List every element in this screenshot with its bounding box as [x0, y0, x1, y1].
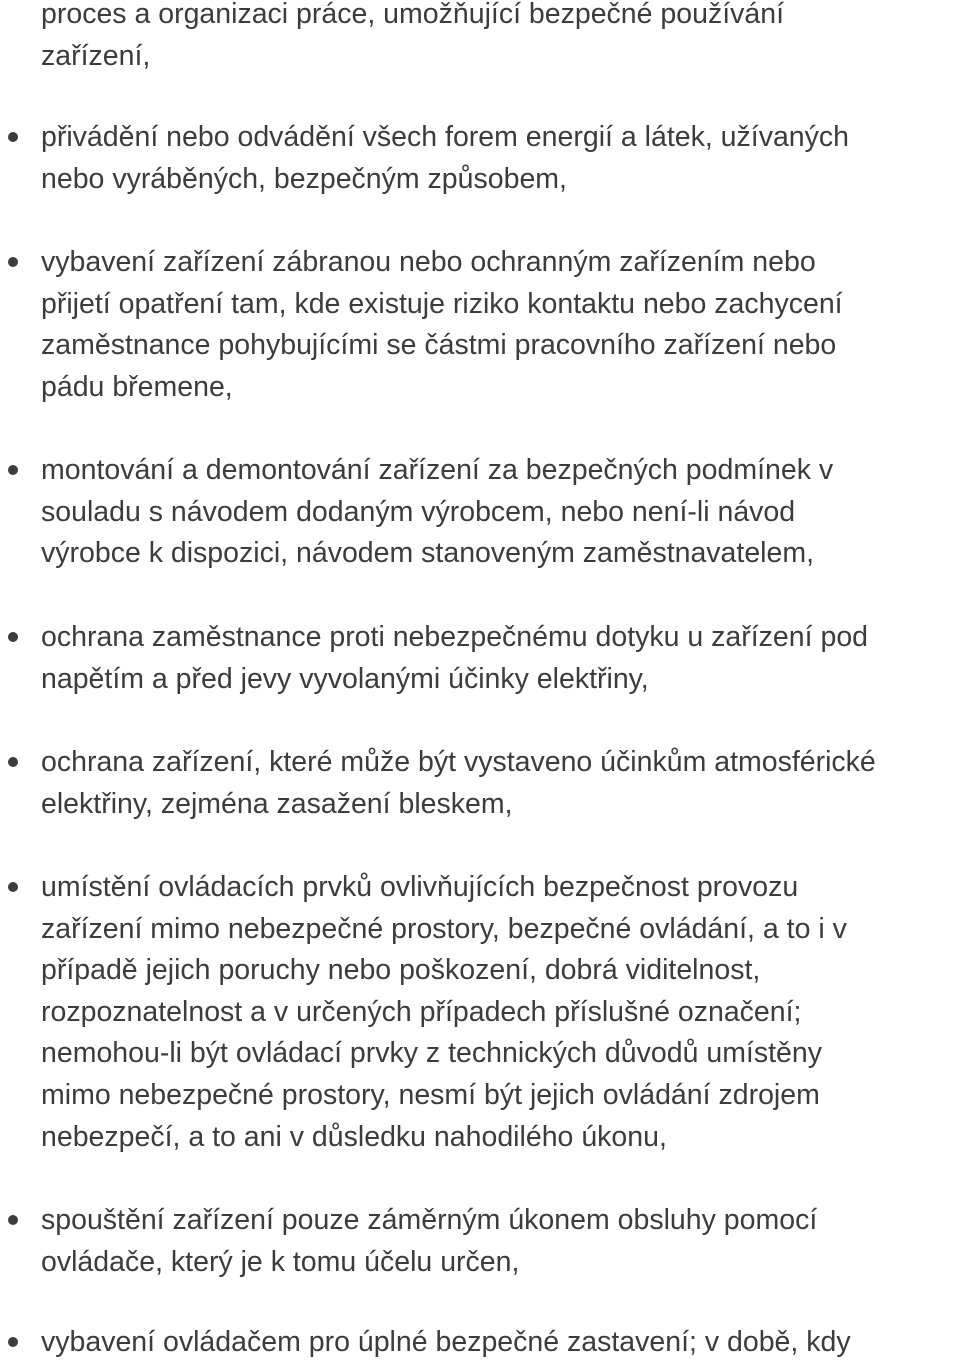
list-item: [41, 867, 960, 1158]
list-item: [41, 0, 960, 77]
text-line: proces a organizaci práce, umožňující bezpečné používání: [41, 0, 785, 30]
text-line: nebo vyráběných, bezpečným způsobem,: [41, 162, 567, 195]
bullet-icon: [8, 632, 18, 642]
bullet-icon: [8, 882, 18, 892]
text-line: přijetí opatření tam, kde existuje riziko kontaktu nebo zachycení: [41, 287, 843, 320]
bullet-icon: [8, 1215, 18, 1225]
text-line: zaměstnance pohybujícími se částmi pracovního zařízení nebo: [41, 329, 837, 362]
text-line: zařízení,: [41, 39, 151, 72]
bullet-icon: [8, 465, 18, 475]
text-line: ovládače, který je k tomu účelu určen,: [41, 1245, 520, 1278]
list-item: [41, 1322, 960, 1364]
list-item: [41, 117, 960, 200]
text-line: nebezpečí, a to ani v důsledku nahodilého úkonu,: [41, 1120, 667, 1153]
text-line: spouštění zařízení pouze záměrným úkonem obsluhy pomocí: [41, 1204, 818, 1236]
text-line: montování a demontování zařízení za bezpečných podmínek v: [41, 454, 834, 486]
text-line: ochrana zaměstnance proti nebezpečnému dotyku u zařízení pod: [41, 621, 869, 653]
text-line: nemohou-li být ovládací prvky z technických důvodů umístěny: [41, 1037, 822, 1070]
text-line: mimo nebezpečné prostory, nesmí být jejich ovládání zdrojem: [41, 1078, 820, 1111]
bullet-icon: [8, 132, 18, 142]
text-line: ochrana zařízení, které může být vystaveno účinkům atmosférické: [41, 746, 876, 778]
list-item: [41, 242, 960, 408]
text-line: elektřiny, zejména zasažení bleskem,: [41, 787, 513, 820]
text-line: zařízení mimo nebezpečné prostory, bezpečné ovládání, a to i v: [41, 912, 847, 945]
text-line: pádu břemene,: [41, 370, 233, 403]
text-line: napětím a před jevy vyvolanými účinky elektřiny,: [41, 662, 649, 695]
bullet-icon: [8, 1337, 18, 1347]
bullet-icon: [8, 257, 18, 267]
text-line: vybavení ovládačem pro úplné bezpečné zastavení; v době, kdy: [41, 1326, 851, 1358]
text-line: vybavení zařízení zábranou nebo ochranným zařízením nebo: [41, 246, 816, 278]
list-item: [41, 617, 960, 700]
text-line: rozpoznatelnost a v určených případech příslušné označení;: [41, 995, 802, 1028]
list-item: [41, 1200, 960, 1283]
text-line: umístění ovládacích prvků ovlivňujících bezpečnost provozu: [41, 871, 799, 903]
text-line: případě jejich poruchy nebo poškození, dobrá viditelnost,: [41, 954, 761, 987]
bullet-icon: [8, 757, 18, 767]
list-item: [41, 742, 960, 825]
text-line: souladu s návodem dodaným výrobcem, nebo není-li návod: [41, 495, 796, 528]
list-item: [41, 450, 960, 575]
text-line: přivádění nebo odvádění všech forem energií a látek, užívaných: [41, 121, 849, 153]
text-line: výrobce k dispozici, návodem stanoveným zaměstnavatelem,: [41, 537, 815, 570]
